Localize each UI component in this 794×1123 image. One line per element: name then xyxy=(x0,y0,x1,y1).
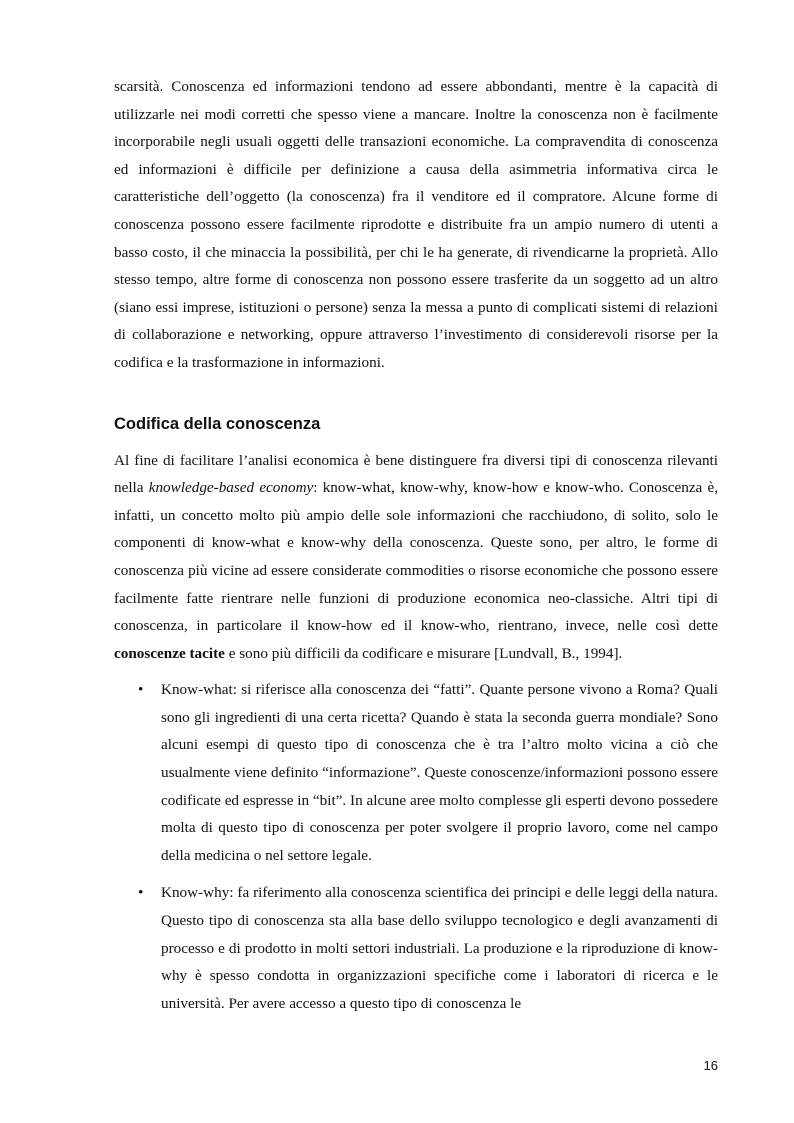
bullet-item-know-why xyxy=(114,879,718,1017)
bullet-text: Know-why: fa riferimento alla conoscenza scientifica dei principi e delle leggi della natura. Questo tipo di conoscenza sta alla base dello sviluppo tecnologico e degli avanzamenti di processo e di prodotto in molti settori industriali. La produzione e la riproduzione di know-why è spesso condotta in organizzazioni specifiche come i laboratori di ricerca e le università. Per avere accesso a questo tipo di conoscenza le xyxy=(161,884,718,1012)
bullet-marker: • xyxy=(138,681,144,699)
intro-paragraph: scarsità. Conoscenza ed informazioni tendono ad essere abbondanti, mentre è la capacità di utilizzarle nei modi corretti che spesso viene a mancare. Inoltre la conoscenza non è facilmente incorporabile negli usuali oggetti delle transazioni economiche. La compravendita di conoscenza ed informazioni è difficile per definizione a causa della asimmetria informativa circa le caratteristiche dell’oggetto (la conoscenza) fra il venditore ed il compratore. Alcune forme di conoscenza possono essere facilmente riprodotte e distribuite fra un ampio numero di utenti a basso costo, il che minaccia la possibilità, per chi le ha generate, di rivendicarne la proprietà. Allo stesso tempo, altre forme di conoscenza non possono essere trasferite da un soggetto ad un altro (siano essi imprese, istituzioni o persone) senza la messa a punto di complicati sistemi di relazioni di collaborazione e networking, oppure attraverso l’investimento di considerevoli risorse per la codifica e la trasformazione in informazioni. xyxy=(114,78,718,371)
document-page xyxy=(114,73,718,1027)
section-paragraph-italic: knowledge-based economy xyxy=(148,479,314,497)
section-heading: Codifica della conoscenza xyxy=(114,414,321,433)
page-number: 16 xyxy=(703,1058,718,1073)
section-paragraph-bold: conoscenze tacite xyxy=(114,644,225,662)
section-paragraph-part2: : know-what, know-why, know-how e know-who. Conoscenza è, infatti, un concetto molto più ampio delle sole informazioni che racchiudono, di solito, solo le componenti di know-what e know-why della conoscenza. Queste sono, per altro, le forme di conoscenza più vicine ad essere considerate commodities o risorse economiche che possono essere facilmente fatte rientrare nelle funzioni di produzione economica neo-classiche. Altri tipi di conoscenza, in particolare il know-how ed il know-who, rientrano, invece, nelle così dette xyxy=(114,479,719,635)
bullet-item-know-what xyxy=(114,676,718,869)
section-paragraph-part3: e sono più difficili da codificare e misurare [Lundvall, B., 1994]. xyxy=(224,644,623,662)
section-paragraph-part1: Al fine di facilitare l’analisi economica è bene distinguere fra diversi tipi di conoscenza rilevanti nella xyxy=(114,451,718,497)
bullet-list xyxy=(114,676,718,1017)
bullet-text: Know-what: si riferisce alla conoscenza dei “fatti”. Quante persone vivono a Roma? Quali sono gli ingredienti di una certa ricetta? Quando è stata la seconda guerra mondiale? Sono alcuni esempi di questo tipo di conoscenza che è tra l’altro molto vicina a ciò che usualmente viene definito “informazione”. Queste conoscenze/informazioni possono essere codificate ed espresse in “bit”. In alcune aree molto complesse gli esperti devono possedere molta di questo tipo di conoscenza per poter svolgere il proprio lavoro, come nel campo della medicina o nel settore legale. xyxy=(161,681,718,864)
section-paragraph xyxy=(114,447,718,668)
bullet-marker: • xyxy=(138,884,144,902)
